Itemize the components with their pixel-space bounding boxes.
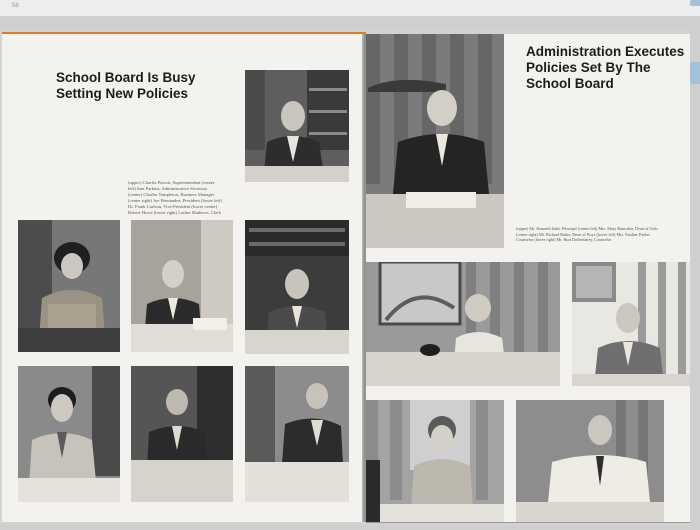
heading-line: School Board [526, 76, 614, 91]
caption-line: Dr. Frank Carlson, Vice-President (lower center) [128, 204, 218, 209]
caption-line: (upper) Mr. Kenneth Judd, Principal (center left) Mrs. Mary Ramsden, Dean of Girls [516, 226, 658, 231]
photo-dean-of-girls [366, 262, 560, 386]
right-page-heading [526, 44, 684, 92]
caption-line: Counselor (lower right) Mr. Burt Dollenbarry, Counselor [516, 237, 612, 242]
left-page-heading [56, 70, 196, 102]
heading-line: Administration Executes [526, 44, 685, 59]
side-tab[interactable] [690, 0, 700, 6]
page-number: 58 [12, 3, 19, 9]
photo-counselor-woman [366, 400, 504, 522]
left-page-caption [128, 180, 244, 216]
caption-line: Robert Howe (lower right) Luther Mathews, Clerk [128, 210, 221, 215]
photo-counselor-man [516, 400, 664, 522]
caption-line: left) Ann Parkins, Administrative Secretary [128, 186, 208, 191]
side-tab[interactable] [690, 62, 700, 84]
caption-line: (upper) Charles Parrott, Superintendent (center [128, 180, 215, 185]
caption-line: (center) Charles Templeton, Business Manager [128, 192, 215, 197]
heading-line: Setting New Policies [56, 86, 189, 101]
top-page-strip [0, 0, 700, 16]
photo-vice-president [18, 366, 120, 502]
photo-secretary [18, 220, 120, 352]
caption-line: (center right) Mr. Richard Bailie, Dean of Boys (lower left) Mrs. Pauline Parker [516, 231, 650, 237]
heading-line: Policies Set By The [526, 60, 651, 75]
photo-principal [366, 34, 504, 248]
page-bottom-edge [366, 522, 690, 523]
photo-dean-of-boys [572, 262, 690, 386]
heading-line: School Board Is Busy [56, 70, 196, 85]
photo-board-president [245, 220, 349, 354]
caption-line: (center right) Joe Hernandez, President (lower left) [128, 198, 222, 203]
photo-board-member [131, 366, 233, 502]
photo-superintendent [245, 70, 349, 182]
photo-business-manager [131, 220, 233, 352]
right-page-caption [516, 226, 690, 243]
photo-clerk [245, 366, 349, 502]
